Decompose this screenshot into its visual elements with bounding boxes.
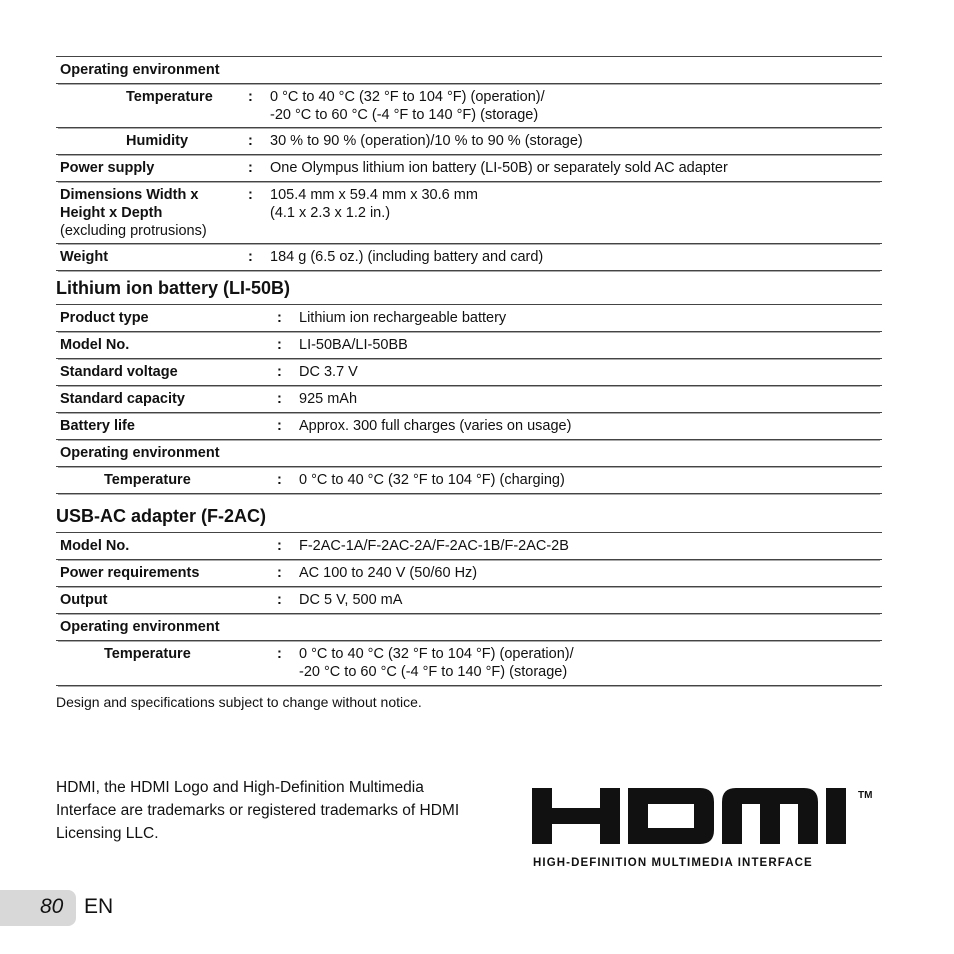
spec-label: Power supply (60, 160, 155, 176)
spec-value-line: 0 °C to 40 °C (32 °F to 104 °F) (operation)/ (299, 646, 574, 662)
spec-value-line: 105.4 mm x 59.4 mm x 30.6 mm (270, 187, 478, 203)
spec-label: Power requirements (60, 565, 200, 581)
spec-row-battery-life (56, 413, 882, 440)
spec-colon: : (277, 592, 282, 608)
spec-label: Operating environment (60, 445, 220, 461)
spec-colon: : (277, 310, 282, 326)
spec-label: Temperature (104, 646, 191, 662)
spec-value (299, 641, 574, 681)
spec-value: 925 mAh (299, 391, 358, 407)
spec-row-operating-environment (56, 614, 882, 641)
spec-colon: : (277, 364, 282, 380)
spec-value-line: (4.1 x 2.3 x 1.2 in.) (270, 205, 391, 221)
spec-row-operating-environment (56, 440, 882, 467)
spec-value-line: -20 °C to 60 °C (-4 °F to 140 °F) (storage) (270, 107, 539, 123)
spec-colon: : (248, 187, 253, 203)
spec-colon: : (248, 249, 253, 265)
spec-colon: : (277, 565, 282, 581)
spec-value: AC 100 to 240 V (50/60 Hz) (299, 565, 478, 581)
spec-label: Operating environment (60, 62, 220, 78)
spec-colon: : (277, 538, 282, 554)
spec-label (60, 182, 207, 240)
spec-row-model (56, 532, 882, 560)
spec-label: Standard voltage (60, 364, 178, 380)
spec-label-note: (excluding protrusions) (60, 223, 207, 239)
spec-value: DC 3.7 V (299, 364, 358, 380)
spec-row-power-requirements (56, 560, 882, 587)
spec-colon: : (277, 472, 282, 488)
spec-value: Lithium ion rechargeable battery (299, 310, 507, 326)
battery-heading: Lithium ion battery (LI-50B) (56, 278, 290, 298)
spec-label: Battery life (60, 418, 135, 434)
spec-label: Temperature (126, 89, 213, 105)
spec-row-power-supply (56, 155, 882, 182)
camera-spec-table (56, 56, 882, 271)
spec-label: Product type (60, 310, 149, 326)
spec-value: LI-50BA/LI-50BB (299, 337, 408, 353)
spec-row-model (56, 332, 882, 359)
hdmi-logo (530, 784, 880, 874)
spec-colon: : (277, 646, 282, 662)
adapter-heading: USB-AC adapter (F-2AC) (56, 506, 267, 526)
spec-value: 30 % to 90 % (operation)/10 % to 90 % (storage) (270, 133, 583, 149)
spec-label: Model No. (60, 538, 130, 554)
spec-row-product-type (56, 304, 882, 332)
hdmi-tagline: HIGH-DEFINITION MULTIMEDIA INTERFACE (533, 857, 813, 869)
spec-colon: : (277, 418, 282, 434)
spec-label: Output (60, 592, 108, 608)
page-number: 80 (40, 895, 64, 918)
spec-label: Temperature (104, 472, 191, 488)
spec-row-dimensions (56, 182, 882, 244)
spec-colon: : (248, 133, 253, 149)
spec-row-temperature (56, 84, 882, 128)
spec-value-line: -20 °C to 60 °C (-4 °F to 140 °F) (storage) (299, 664, 568, 680)
trademark-symbol: TM (858, 790, 873, 801)
spec-row-weight (56, 244, 882, 271)
disclaimer: Design and specifications subject to change without notice. (56, 694, 422, 710)
spec-label: Humidity (126, 133, 189, 149)
spec-row-humidity (56, 128, 882, 155)
spec-row-operating-environment (56, 56, 882, 84)
spec-value: DC 5 V, 500 mA (299, 592, 403, 608)
adapter-spec-table (56, 532, 882, 686)
language-code: EN (84, 895, 114, 918)
spec-label-line: Height x Depth (60, 205, 163, 221)
spec-value: F-2AC-1A/F-2AC-2A/F-2AC-1B/F-2AC-2B (299, 538, 569, 554)
page-number-tab (0, 890, 76, 926)
battery-spec-table (56, 304, 882, 494)
spec-row-temperature (56, 641, 882, 686)
spec-label-line: Dimensions Width x (60, 187, 199, 203)
spec-value: One Olympus lithium ion battery (LI-50B) or separately sold AC adapter (270, 160, 728, 176)
spec-label: Standard capacity (60, 391, 185, 407)
spec-colon: : (277, 391, 282, 407)
spec-label: Weight (60, 249, 109, 265)
spec-value: 184 g (6.5 oz.) (including battery and card) (270, 249, 544, 265)
spec-value: 0 °C to 40 °C (32 °F to 104 °F) (charging) (299, 472, 565, 488)
spec-row-capacity (56, 386, 882, 413)
spec-label: Model No. (60, 337, 130, 353)
trademark-text: HDMI, the HDMI Logo and High-Definition Multimedia Interface are trademarks or registered trademarks of HDMI Licensing LLC. (56, 779, 460, 842)
spec-value (270, 182, 478, 222)
spec-value (270, 84, 545, 124)
spec-row-voltage (56, 359, 882, 386)
spec-row-temperature (56, 467, 882, 494)
spec-value: Approx. 300 full charges (varies on usage) (299, 418, 572, 434)
spec-colon: : (248, 89, 253, 105)
spec-row-output (56, 587, 882, 614)
spec-label: Operating environment (60, 619, 220, 635)
spec-colon: : (248, 160, 253, 176)
spec-colon: : (277, 337, 282, 353)
spec-value-line: 0 °C to 40 °C (32 °F to 104 °F) (operation)/ (270, 89, 545, 105)
